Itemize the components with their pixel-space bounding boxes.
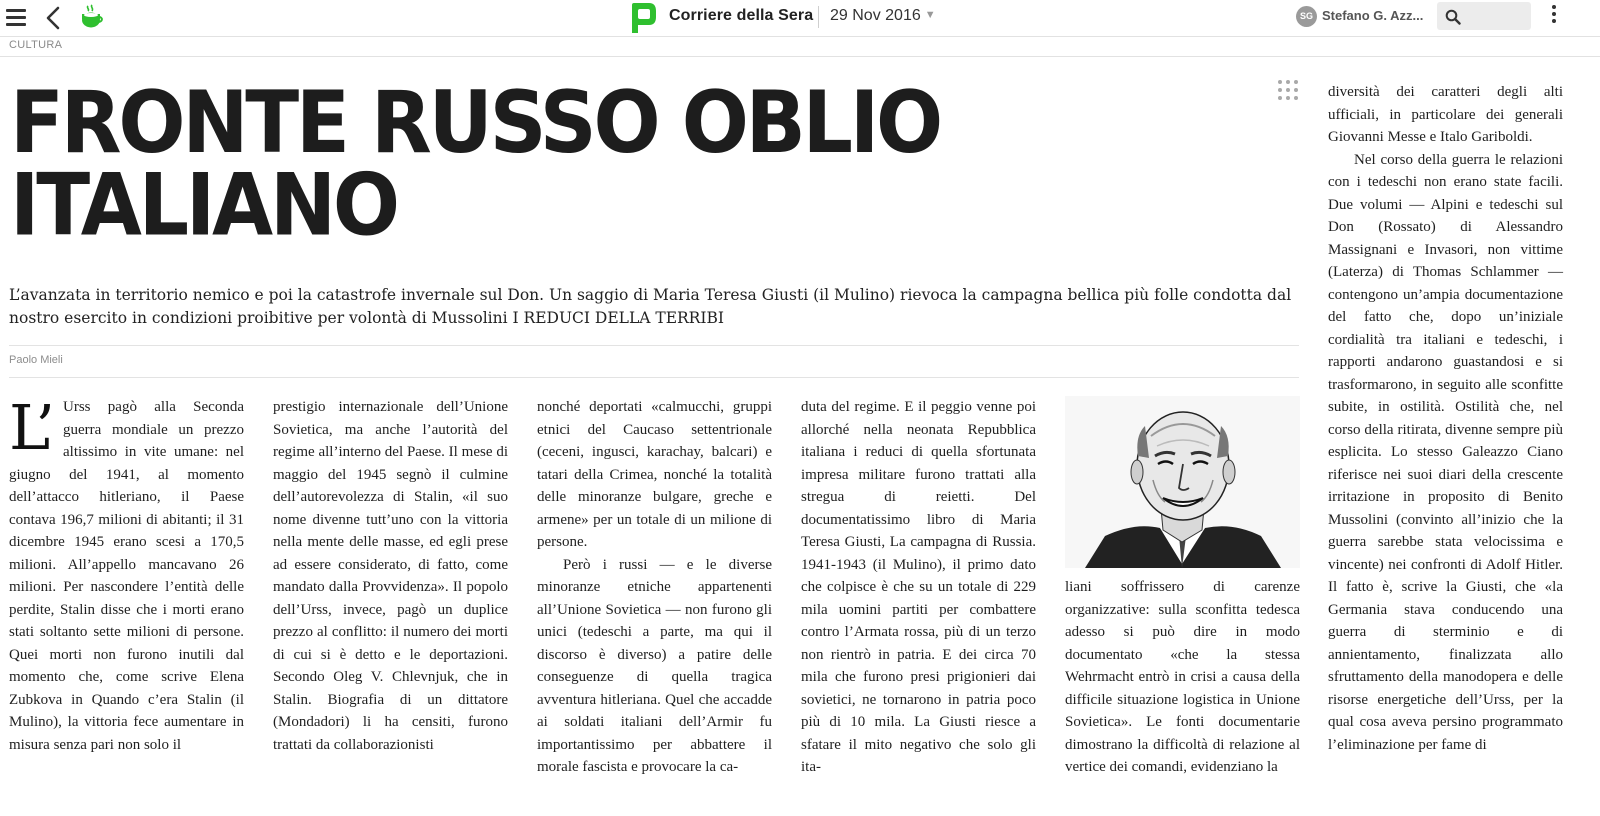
article-paragraph: Però i russi — e le diverse minoranze etniche appartenenti all’Unione Sovietica — non furono gli unici (tedeschi a parte, ma qui il discorso è diverso) a patire delle conseguenze di quella tragica avventura hitleriana. Quel che accadde ai soldati italiani dell’Armir fu importantissimo per abbattere il morale fascista e provocare la ca- [537, 556, 772, 775]
issue-date-selector[interactable] [830, 7, 936, 25]
article-column-5 [1065, 576, 1300, 779]
coffee-cup-icon[interactable] [80, 4, 104, 30]
article-column-2 [273, 396, 508, 756]
headline-line-2: ITALIANO [10, 155, 397, 255]
search-input[interactable] [1437, 2, 1531, 30]
section-bar [0, 37, 1600, 57]
publication-title[interactable]: Corriere della Sera [669, 7, 814, 24]
chevron-left-icon[interactable] [42, 5, 66, 31]
headline-line-1: FRONTE RUSSO OBLIO [10, 73, 940, 173]
user-avatar[interactable]: SG [1296, 6, 1317, 27]
hamburger-icon[interactable] [6, 9, 26, 27]
article-paragraph: duta del regime. E il peggio venne poi allorché nella neonata Repubblica italiana i reduci di quella sfortunata impresa militare furono trattati alla stregua di reietti. Del documentatissimo libro di Maria Teresa Giusti, La campagna di Russia. 1941-1943 (il Mulino), il primo dato che colpisce è che su un totale di 229 mila uomini partiti per combattere contro l’Armata rossa, più di un terzo non rientrò in patria. E dei circa 70 mila che furono presi prigionieri dai sovietici, ne tornarono in patria poco più di 10 mila. La Giusti riesce a sfatare il mito negativo che solo gli ita- [801, 399, 1036, 775]
issue-date-text: 29 Nov 2016 [830, 7, 921, 24]
article-author: Paolo Mieli [9, 354, 63, 366]
top-toolbar [0, 0, 1600, 37]
divider [9, 377, 1299, 378]
section-label: CULTURA [9, 39, 63, 51]
article-paragraph: liani soffrissero di carenze organizzative: sulla sconfitta tedesca adesso si può dire in modo documentato «che la stessa Wehrmacht entrò in crisi a causa della difficile situazione logistica in Unione Sovietica». Le fonti documentarie dimostrano la difficoltà di relazione al vertice dei comandi, evidenziano la [1065, 579, 1300, 775]
article-paragraph: Nel corso della guerra le relazioni con i tedeschi non erano state facili. Due volumi — Alpini e tedeschi sul Don (Rossato) di Alessandro Massignani e Invasori, non vittime (Laterza) di Thomas Schlammer — contengono un’ampia documentazione del fatto che, dopo un’iniziale cordialità tra italiani e tedeschi, i rapporti andarono guastandosi e si trasformarono, in seguito alle sconfitte subite, in ostilità. Ostilità che, nel corso della ritirata, divenne sempre più esplicita. Lo stesso Galeazzo Ciano riferisce nei suoi diari della crescente irritazione in proposito di Benito Mussolini (convinto all’inizio che la guerra sarebbe stata velocissima e vincente) nei confronti di Adolf Hitler. Il fatto è, scrive la Giusti, che «la Germania stava conducendo una guerra di sterminio e di annientamento, finalizzata allo sfruttamento della manodopera e delle risorse energetiche dell’Urss, per la qual cosa aveva persino programmato l’eliminazione per fame di [1328, 151, 1563, 753]
article-column-4 [801, 396, 1036, 779]
article-paragraph: nonché deportati «calmucchi, gruppi etnici del Caucaso settentrionale (ceceni, ingusci, karachay, balcari) e tatari della Crimea, nonché la totalità delle minoranze bulgare, greche e armene» per un totale di un milione di persone. [537, 399, 772, 550]
article-subtitle: L’avanzata in territorio nemico e poi la catastrofe invernale sul Don. Un saggio di Maria Teresa Giusti (il Mulino) rievoca la campagna bellica più folle condotta dal nostro esercito in condizioni proibitive per volontà di Mussolini I REDUCI DELLA TERRIBI [9, 286, 1292, 327]
search-icon [1445, 9, 1461, 25]
drop-cap: L’ [9, 391, 56, 464]
article-headline [10, 73, 1210, 255]
article-column-6 [1328, 81, 1563, 756]
user-name[interactable]: Stefano G. Azz... [1322, 8, 1424, 23]
article-column-1 [9, 391, 244, 756]
article-paragraph: prestigio internazionale dell’Unione Sovietica, ma anche l’autorità del regime all’interno del Paese. Il mese di maggio del 1945 segnò il culmine dell’autorevolezza di Stalin, «il suo nome divenne tutt’uno con la vittoria nella mente delle masse, ed egli prese ad essere considerato, di fatto, come mandato dalla Provvidenza». Il popolo dell’Urss, invece, pagò un duplice prezzo al conflitto: il numero dei morti di cui si è detto e le deportazioni. Secondo Oleg V. Chlevnjuk, che in Stalin. Biografia di un dittatore (Mondadori) li ha censiti, furono trattati da collaborazionisti [273, 399, 508, 753]
chevron-down-icon: ▼ [924, 9, 936, 21]
divider [9, 345, 1299, 346]
author-portrait-image[interactable] [1065, 396, 1300, 568]
divider [818, 6, 819, 28]
grid-dots-icon[interactable] [1278, 80, 1298, 100]
article-paragraph: diversità dei caratteri degli alti ufficiali, in particolare dei generali Giovanni Messe e Italo Gariboldi. [1328, 84, 1563, 145]
pressreader-logo-icon[interactable] [628, 1, 658, 35]
article-paragraph: Urss pagò alla Seconda guerra mondiale un prezzo altissimo in vite umane: nel giugno del 1941, al momento dell’attacco hitleriano, il Paese contava 196,7 milioni di abitanti; il 31 dicembre 1945 erano scesi a 170,5 milioni. All’appello mancavano 26 milioni. Per nascondere l’entità delle perdite, Stalin disse che i morti erano stati soltanto sette milioni di persone. Quei morti non furono inutili dal momento che, come scrive Elena Zubkova in Quando c’era Stalin (il Mulino), la vittoria fece aumentare in misura senza pari non solo il [9, 399, 244, 753]
article-column-3 [537, 396, 772, 779]
more-options-icon[interactable] [1548, 5, 1560, 29]
